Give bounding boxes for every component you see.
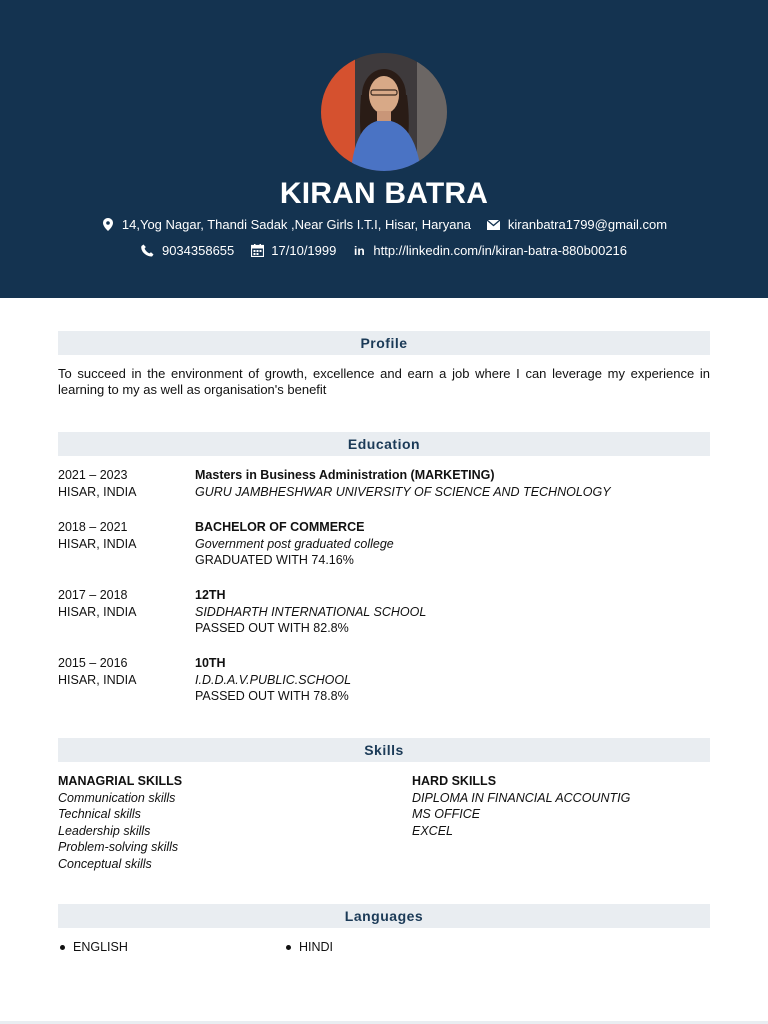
address-text: 14,Yog Nagar, Thandi Sadak ,Near Girls I.T.I, Hisar, Haryana xyxy=(121,217,471,232)
edu-degree: 12TH xyxy=(195,588,226,602)
bullet-icon xyxy=(286,945,291,950)
education-heading: Education xyxy=(58,432,710,456)
contact-row-1 xyxy=(0,217,768,232)
skill-item: Leadership skills xyxy=(58,823,151,838)
edu-institution: I.D.D.A.V.PUBLIC.SCHOOL xyxy=(195,672,352,687)
skill-item: DIPLOMA IN FINANCIAL ACCOUNTIG xyxy=(412,790,631,805)
skill-item: Conceptual skills xyxy=(58,856,152,871)
managerial-skills xyxy=(58,773,388,872)
edu-years: 2017 – 2018 xyxy=(58,588,128,602)
hard-skills-title: HARD SKILLS xyxy=(412,774,497,788)
calendar-icon xyxy=(250,244,264,258)
phone-item[interactable] xyxy=(141,243,234,258)
phone-text[interactable]: 9034358655 xyxy=(161,243,235,258)
header-banner xyxy=(0,0,768,298)
address-item xyxy=(101,217,471,232)
edu-note: PASSED OUT WITH 82.8% xyxy=(195,621,349,635)
phone-icon xyxy=(141,244,155,258)
dob-text: 17/10/1999 xyxy=(271,243,337,258)
email-link[interactable]: kiranbatra1799@gmail.com xyxy=(507,217,668,232)
skill-item: Technical skills xyxy=(58,807,141,821)
edu-degree: Masters in Business Administration (MARKETING) xyxy=(195,468,495,482)
bullet-icon xyxy=(60,945,65,950)
linkedin-icon: in xyxy=(354,243,365,258)
skills-heading: Skills xyxy=(58,738,710,762)
edu-degree: BACHELOR OF COMMERCE xyxy=(195,520,365,534)
profile-text: To succeed in the environment of growth, excellence and earn a job where I can leverage my experience in learning to my as well as organisation's benefit xyxy=(58,366,710,397)
dob-item xyxy=(250,243,336,258)
managerial-skills-title: MANAGRIAL SKILLS xyxy=(58,774,183,788)
candidate-name: KIRAN BATRA xyxy=(279,177,489,210)
edu-years: 2015 – 2016 xyxy=(58,656,128,670)
edu-location: HISAR, INDIA xyxy=(58,604,137,619)
skill-item: Communication skills xyxy=(58,790,176,805)
edu-years: 2021 – 2023 xyxy=(58,468,128,482)
edu-institution: SIDDHARTH INTERNATIONAL SCHOOL xyxy=(195,604,427,619)
skill-item: EXCEL xyxy=(412,823,453,838)
email-item[interactable] xyxy=(487,217,667,232)
skill-item: MS OFFICE xyxy=(412,807,481,821)
linkedin-link[interactable]: http://linkedin.com/in/kiran-batra-880b00216 xyxy=(373,243,628,258)
edu-degree: 10TH xyxy=(195,656,226,670)
avatar xyxy=(321,53,447,171)
contact-row-2 xyxy=(0,243,768,258)
edu-years: 2018 – 2021 xyxy=(58,520,128,534)
edu-note: GRADUATED WITH 74.16% xyxy=(195,553,354,567)
language-item xyxy=(60,940,128,954)
language-label: ENGLISH xyxy=(73,940,128,954)
language-label: HINDI xyxy=(299,940,334,954)
edu-location: HISAR, INDIA xyxy=(58,672,137,687)
envelope-icon xyxy=(487,218,501,232)
linkedin-item[interactable] xyxy=(352,243,627,258)
edu-location: HISAR, INDIA xyxy=(58,484,137,499)
skill-item: Problem-solving skills xyxy=(58,840,179,854)
edu-institution: Government post graduated college xyxy=(195,536,394,551)
edu-location: HISAR, INDIA xyxy=(58,536,137,551)
edu-note: PASSED OUT WITH 78.8% xyxy=(195,689,349,703)
edu-institution: GURU JAMBHESHWAR UNIVERSITY OF SCIENCE AND TECHNOLOGY xyxy=(195,484,611,499)
avatar-photo xyxy=(321,53,447,171)
languages-heading: Languages xyxy=(58,904,710,928)
location-pin-icon xyxy=(101,218,115,232)
language-item xyxy=(286,940,333,954)
profile-heading: Profile xyxy=(58,331,710,355)
hard-skills xyxy=(412,773,710,839)
